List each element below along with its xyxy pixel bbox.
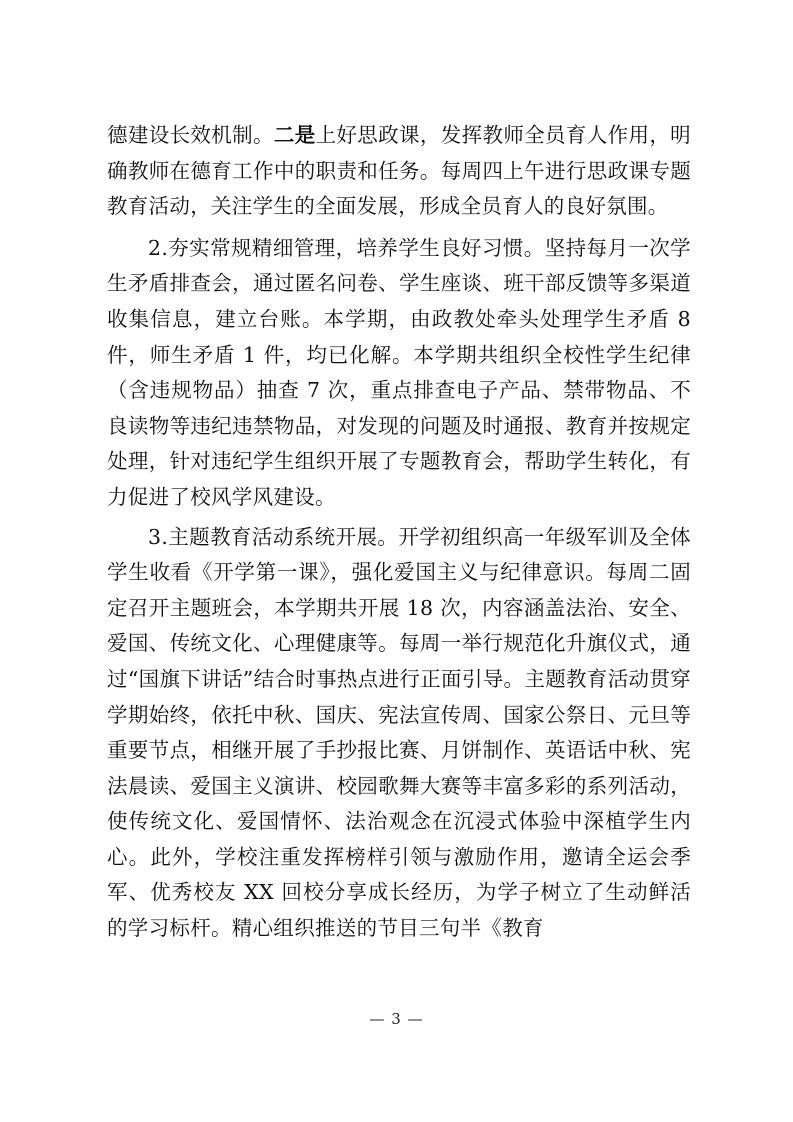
document-body [107,118,691,951]
page-number: — 3 — [369,1010,424,1028]
paragraph-1-bold-lead: 二是 [273,123,316,147]
paragraph-1-part-c: 上好思政课，发挥教师全员育人作用，明确教师在德育工作中的职责和任务。每周四上午进行思政课专题教育活动，关注学生的全面发展，形成全员育人的良好氛围。 [107,123,691,219]
paragraph-1 [107,118,691,225]
paragraph-1-part-a: 德建设长效机制。 [107,123,274,147]
paragraph-3: 3.主题教育活动系统开展。开学初组织高一年级军训及全体学生收看《开学第一课》，强化爱国主义与纪律意识。每周二固定召开主题班会，本学期共开展 18 次，内容涵盖法治、安全、爱国、传统文化、心理健康等。每周一举行规范化升旗仪式，通过“国旗下讲话”结合时事热点进行正面引导。主题教育活动贯穿学期始终，依托中秋、国庆、宪法宣传周、国家公祭日、元旦等重要节点，相继开展了手抄报比赛、月饼制作、英语话中秋、宪法晨读、爱国主义演讲、校园歌舞大赛等丰富多彩的系列活动，使传统文化、爱国情怀、法治观念在沉浸式体验中深植学生内心。此外，学校注重发挥榜样引领与激励作用，邀请全运会季军、优秀校友 XX 回校分享成长经历，为学子树立了生动鲜活的学习标杆。精心组织推送的节目三句半《教育 [107,524,691,941]
paragraph-2: 2.夯实常规精细管理，培养学生良好习惯。坚持每月一次学生矛盾排查会，通过匿名问卷、学生座谈、班干部反馈等多渠道收集信息，建立台账。本学期，由政教处牵头处理学生矛盾 8 件，师生矛盾 1 件，均已化解。本学期共组织全校性学生纪律（含违规物品）抽查 7 次，重点排查电子产品、禁带物品、不良读物等违纪违禁物品，对发现的问题及时通报、教育并按规定处理，针对违纪学生组织开展了专题教育会，帮助学生转化，有力促进了校风学风建设。 [107,235,691,509]
